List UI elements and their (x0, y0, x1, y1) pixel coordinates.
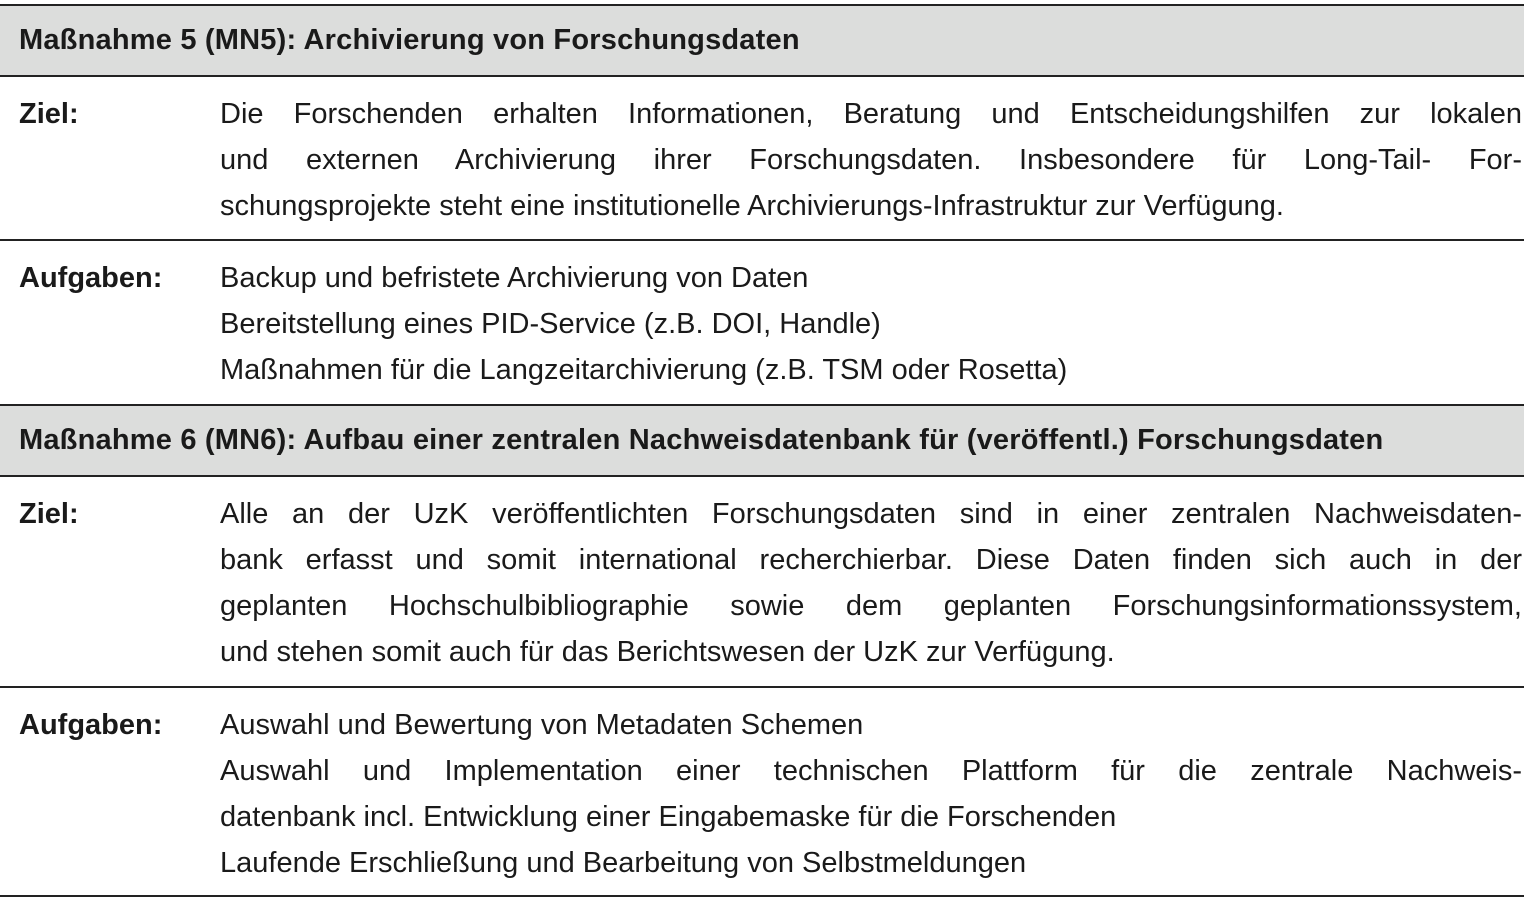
mn6-aufgabe-item: Laufende Erschließung und Bearbeitung von Selbstmeldungen (220, 847, 1027, 879)
mn6-ziel-label: Ziel: (19, 498, 79, 530)
mn6-ziel-row (0, 477, 1524, 688)
mn5-ziel-text (220, 91, 1522, 239)
mn6-ziel-line: Alle an der UzK veröffentlichten Forschungsdaten sind in einer zentralen Nachweisdaten- (220, 498, 1522, 530)
mn5-ziel-line: Die Forschenden erhalten Informationen, Beratung und Entscheidungshilfen zur lokalen (220, 98, 1522, 130)
mn6-aufgaben-row (0, 688, 1524, 897)
measures-table (0, 4, 1524, 897)
mn5-ziel-row (0, 77, 1524, 241)
mn6-ziel-line: geplanten Hochschulbibliographie sowie dem geplanten Forschungsinformationssystem, (220, 590, 1522, 622)
mn5-aufgaben-label: Aufgaben: (19, 262, 163, 294)
mn5-ziel-label: Ziel: (19, 98, 79, 130)
mn5-aufgaben-row (0, 241, 1524, 406)
mn5-aufgabe-item: Maßnahmen für die Langzeitarchivierung (z.B. TSM oder Rosetta) (220, 354, 1068, 386)
mn6-ziel-line: und stehen somit auch für das Berichtswesen der UzK zur Verfügung. (220, 636, 1115, 668)
mn5-aufgabe-item: Backup und befristete Archivierung von Daten (220, 262, 809, 294)
mn5-ziel-line: und externen Archivierung ihrer Forschungsdaten. Insbesondere für Long-Tail- For- (220, 144, 1522, 176)
mn6-ziel-text (220, 491, 1522, 686)
mn6-ziel-line: bank erfasst und somit international recherchierbar. Diese Daten finden sich auch in der (220, 544, 1522, 576)
mn5-aufgaben-list (220, 255, 1522, 404)
mn6-header (0, 406, 1524, 477)
mn6-aufgaben-label: Aufgaben: (19, 709, 163, 741)
mn6-title: Maßnahme 6 (MN6): Aufbau einer zentralen Nachweisdatenbank für (veröffentl.) Forschungsdaten (19, 424, 1384, 456)
mn5-aufgabe-item: Bereitstellung eines PID-Service (z.B. DOI, Handle) (220, 308, 881, 340)
mn5-header (0, 6, 1524, 77)
mn5-ziel-line: schungsprojekte steht eine institutionelle Archivierungs-Infrastruktur zur Verfügung. (220, 190, 1284, 222)
mn6-aufgabe-item: Auswahl und Bewertung von Metadaten Schemen (220, 709, 864, 741)
mn6-aufgaben-list (220, 702, 1522, 895)
mn5-title: Maßnahme 5 (MN5): Archivierung von Forschungsdaten (19, 24, 800, 56)
mn6-aufgabe-item: Auswahl und Implementation einer technischen Plattform für die zentrale Nachweis- (220, 755, 1522, 787)
mn6-aufgabe-item: datenbank incl. Entwicklung einer Eingabemaske für die Forschenden (220, 801, 1117, 833)
